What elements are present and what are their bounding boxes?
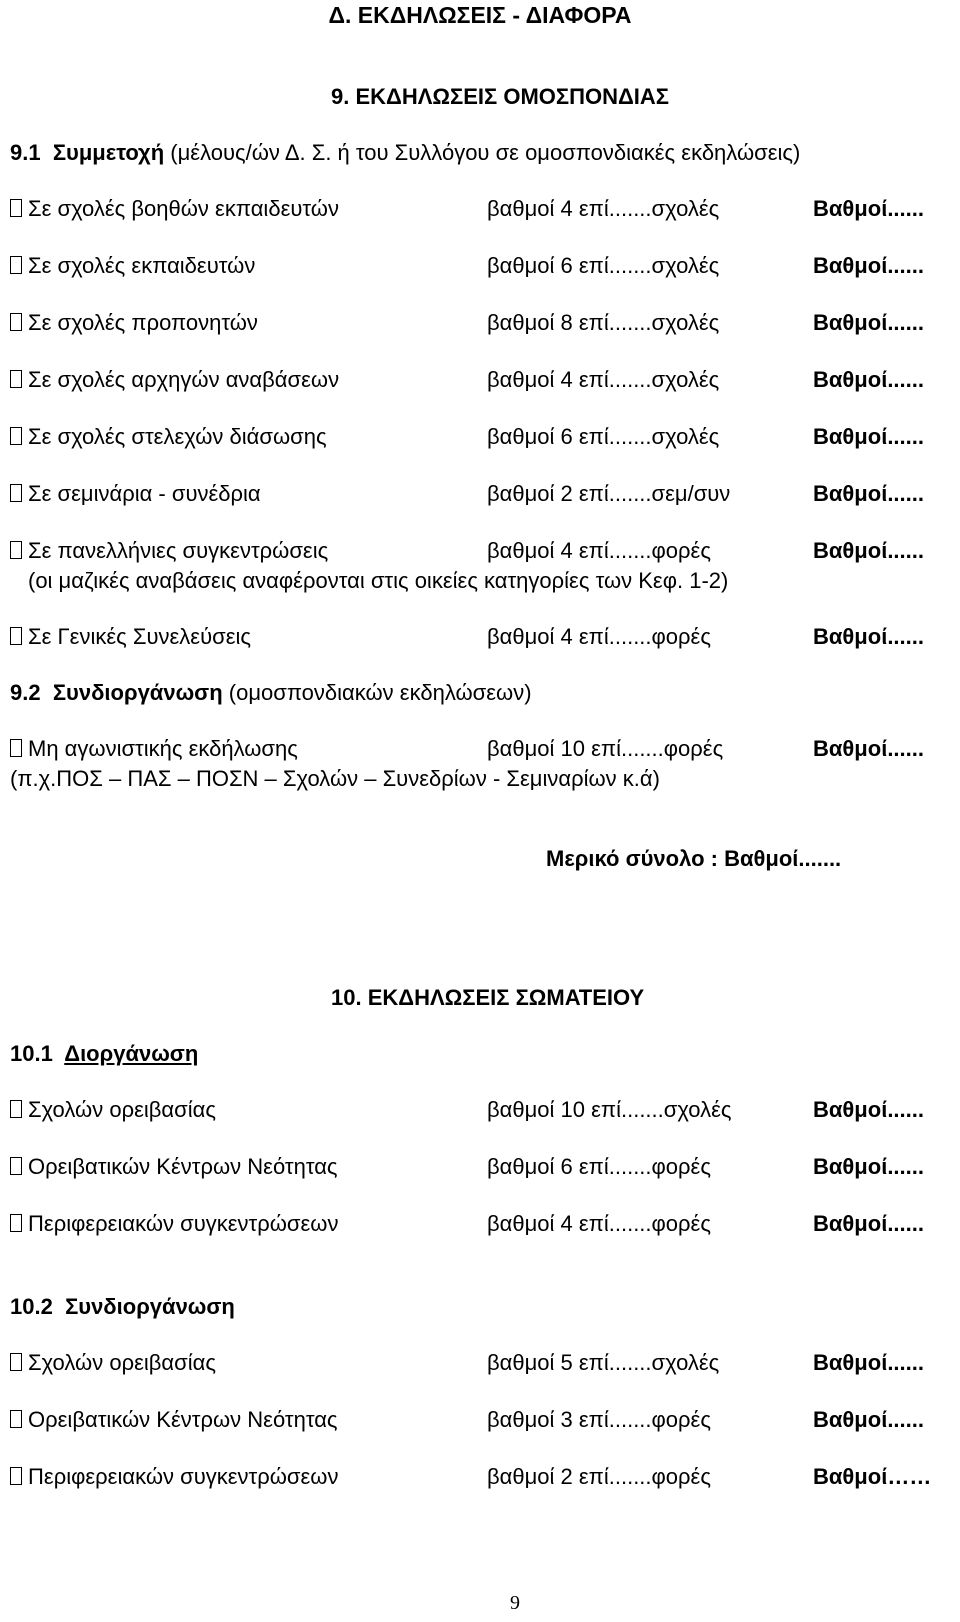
- item-label: Σε σχολές αρχηγών αναβάσεων: [28, 367, 340, 392]
- example-note: [10, 768, 660, 790]
- subsection-10-2-title: Συνδιοργάνωση: [65, 1294, 235, 1319]
- example-note-text: (π.χ.ΠΟΣ – ΠΑΣ – ΠΟΣΝ – Σχολών – Συνεδρίων - Σεμιναρίων κ.ά): [10, 766, 660, 791]
- page-title-text: Δ. ΕΚΔΗΛΩΣΕΙΣ - ΔΙΑΦΟΡΑ: [328, 2, 632, 28]
- item-score: Βαθμοί......: [813, 424, 924, 449]
- subsection-9-2-number: 9.2: [10, 680, 41, 705]
- item-points: βαθμοί 6 επί.......σχολές: [487, 424, 720, 449]
- item-label: Σε πανελλήνιες συγκεντρώσεις: [28, 538, 329, 563]
- checkbox[interactable]: [10, 313, 22, 331]
- item-label: Ορειβατικών Κέντρων Νεότητας: [28, 1407, 338, 1432]
- checkbox[interactable]: [10, 1353, 22, 1371]
- checkbox[interactable]: [10, 1214, 22, 1232]
- subsection-10-1-title: Διοργάνωση: [64, 1041, 199, 1066]
- item-points: βαθμοί 2 επί.......φορές: [487, 1464, 711, 1489]
- subsection-9-1-note: (μέλους/ών Δ. Σ. ή του Συλλόγου σε ομοσπονδιακές εκδηλώσεις): [170, 140, 801, 165]
- checkbox[interactable]: [10, 484, 22, 502]
- subsection-9-2-title: Συνδιοργάνωση: [52, 680, 223, 705]
- section-9-heading: [0, 86, 960, 108]
- item-score: Βαθμοί......: [813, 1154, 924, 1179]
- section-9-heading-text: 9. ΕΚΔΗΛΩΣΕΙΣ ΟΜΟΣΠΟΝΔΙΑΣ: [331, 84, 669, 109]
- checkbox[interactable]: [10, 199, 22, 217]
- item-score: Βαθμοί......: [813, 310, 924, 335]
- checkbox[interactable]: [10, 739, 22, 757]
- subsection-9-2-heading: [10, 682, 532, 704]
- item-score: Βαθμοί......: [813, 1350, 924, 1375]
- subsection-9-1-title: Συμμετοχή: [52, 140, 165, 165]
- item-points: βαθμοί 6 επί.......φορές: [487, 1154, 711, 1179]
- item-score: Βαθμοί......: [813, 1097, 924, 1122]
- item-label: Σε σχολές εκπαιδευτών: [28, 253, 256, 278]
- item-score: Βαθμοί......: [813, 624, 924, 649]
- partial-total: [546, 848, 841, 870]
- item-label: Σε σχολές βοηθών εκπαιδευτών: [28, 196, 339, 221]
- checkbox[interactable]: [10, 256, 22, 274]
- item-points: βαθμοί 3 επί.......φορές: [487, 1407, 711, 1432]
- item-score: Βαθμοί......: [813, 253, 924, 278]
- subsection-10-2-heading: [10, 1296, 235, 1318]
- item-points: βαθμοί 5 επί.......σχολές: [487, 1350, 720, 1375]
- subsection-9-2-note: (ομοσπονδιακών εκδηλώσεων): [228, 680, 532, 705]
- subsection-9-1-number: 9.1: [10, 140, 41, 165]
- checkbox[interactable]: [10, 541, 22, 559]
- item-points: βαθμοί 4 επί.......σχολές: [487, 196, 720, 221]
- item-points: βαθμοί 10 επί.......φορές: [487, 736, 724, 761]
- subsection-10-2-number: 10.2: [10, 1294, 53, 1319]
- page-number: [0, 1592, 960, 1615]
- item-label: Περιφερειακών συγκεντρώσεων: [28, 1211, 339, 1236]
- item-score: Βαθμοί......: [813, 736, 924, 761]
- checkbox[interactable]: [10, 627, 22, 645]
- checkbox[interactable]: [10, 1100, 22, 1118]
- checkbox[interactable]: [10, 427, 22, 445]
- subsection-9-1-heading: [10, 142, 800, 164]
- item-label: Σε σχολές στελεχών διάσωσης: [28, 424, 327, 449]
- item-score: Βαθμοί……: [813, 1464, 932, 1489]
- checkbox[interactable]: [10, 1410, 22, 1428]
- subsection-10-1-heading: [10, 1043, 198, 1065]
- item-points: βαθμοί 6 επί.......σχολές: [487, 253, 720, 278]
- item-points: βαθμοί 8 επί.......σχολές: [487, 310, 720, 335]
- partial-total-text: Μερικό σύνολο : Βαθμοί.......: [546, 846, 842, 871]
- item-points: βαθμοί 10 επί.......σχολές: [487, 1097, 732, 1122]
- mass-ascents-note: [28, 570, 728, 592]
- item-points: βαθμοί 4 επί.......φορές: [487, 1211, 711, 1236]
- item-score: Βαθμοί......: [813, 196, 924, 221]
- page-title: [0, 4, 960, 27]
- item-score: Βαθμοί......: [813, 1407, 924, 1432]
- page-number-text: 9: [510, 1592, 520, 1614]
- item-label: Μη αγωνιστικής εκδήλωσης: [28, 736, 298, 761]
- item-points: βαθμοί 2 επί.......σεμ/συν: [487, 481, 731, 506]
- checkbox[interactable]: [10, 370, 22, 388]
- item-label: Σε σεμινάρια - συνέδρια: [28, 481, 261, 506]
- subsection-10-1-number: 10.1: [10, 1041, 53, 1066]
- item-label: Σε Γενικές Συνελεύσεις: [28, 624, 252, 649]
- item-label: Σχολών ορειβασίας: [28, 1097, 216, 1122]
- item-points: βαθμοί 4 επί.......σχολές: [487, 367, 720, 392]
- checkbox[interactable]: [10, 1467, 22, 1485]
- section-10-heading-text: 10. ΕΚΔΗΛΩΣΕΙΣ ΣΩΜΑΤΕΙΟΥ: [331, 985, 645, 1010]
- item-label: Περιφερειακών συγκεντρώσεων: [28, 1464, 339, 1489]
- checkbox[interactable]: [10, 1157, 22, 1175]
- item-score: Βαθμοί......: [813, 481, 924, 506]
- item-label: Ορειβατικών Κέντρων Νεότητας: [28, 1154, 338, 1179]
- item-score: Βαθμοί......: [813, 538, 924, 563]
- item-score: Βαθμοί......: [813, 367, 924, 392]
- item-score: Βαθμοί......: [813, 1211, 924, 1236]
- item-points: βαθμοί 4 επί.......φορές: [487, 624, 711, 649]
- item-points: βαθμοί 4 επί.......φορές: [487, 538, 711, 563]
- item-label: Σχολών ορειβασίας: [28, 1350, 216, 1375]
- section-10-heading: [331, 987, 644, 1009]
- mass-ascents-note-text: (οι μαζικές αναβάσεις αναφέρονται στις οικείες κατηγορίες των Κεφ. 1-2): [28, 568, 729, 593]
- item-label: Σε σχολές προπονητών: [28, 310, 258, 335]
